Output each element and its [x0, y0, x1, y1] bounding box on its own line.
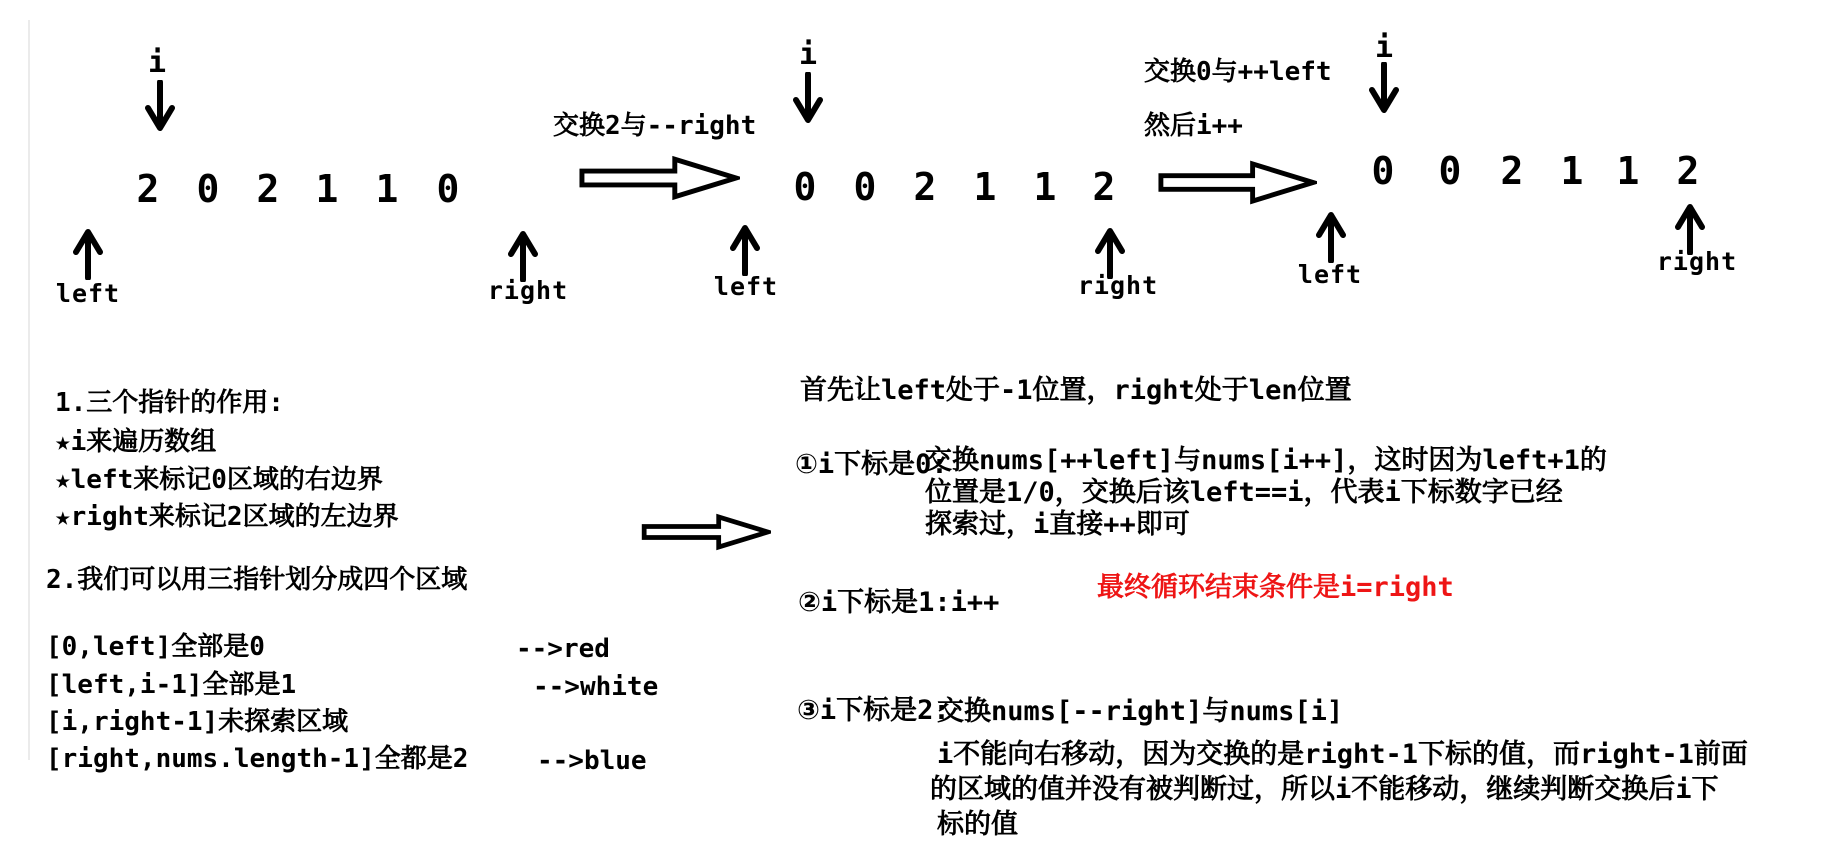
up-arrow-icon: [728, 224, 762, 276]
array-value: 1: [1033, 165, 1057, 209]
case3-line3: 标的值: [937, 809, 1018, 840]
down-arrow-icon: [143, 80, 177, 132]
array-value: 1: [1560, 149, 1584, 193]
right-pointer-label: right: [1077, 271, 1159, 300]
paper-margin-line: [28, 20, 30, 760]
pointer-role-right: ★right来标记2区域的左边界: [55, 502, 399, 532]
down-arrow-icon: [1367, 62, 1401, 114]
swap-annotation-line1: 交换0与++left: [1144, 57, 1332, 87]
array-value: 1: [315, 167, 339, 211]
regions-heading: 2.我们可以用三指针划分成四个区域: [46, 565, 468, 595]
up-arrow-icon: [506, 230, 540, 282]
left-pointer-label: left: [55, 279, 121, 308]
region-zero-range: [0,left]全部是0: [46, 632, 265, 662]
right-block-arrow-icon: [1157, 160, 1317, 205]
array-value: 2: [136, 167, 160, 211]
array-value: 0: [793, 165, 817, 209]
case3-line2: 的区域的值并没有被判断过，所以i不能移动，继续判断交换后i下: [930, 774, 1719, 805]
array-value: 2: [256, 167, 280, 211]
case3-swap: 交换nums[--right]与nums[i]: [937, 696, 1344, 727]
region-one-range: [left,i-1]全部是1: [46, 670, 297, 700]
left-pointer-label: left: [713, 272, 779, 301]
i-pointer-label: i: [1374, 30, 1394, 65]
right-block-arrow-icon: [641, 505, 771, 559]
pointer-roles-heading: 1.三个指针的作用:: [55, 388, 284, 418]
region-two-color: -->blue: [537, 746, 647, 776]
case1-line3: 探索过，i直接++即可: [925, 509, 1190, 540]
case2-label: ②i下标是1:i++: [798, 587, 1000, 618]
array-value: 1: [1616, 149, 1640, 193]
i-pointer-label: i: [798, 37, 818, 72]
region-one-color: -->white: [533, 672, 659, 702]
case3-label: ③i下标是2:: [797, 695, 950, 726]
array-value: 0: [1438, 149, 1462, 193]
array-value: 2: [1092, 165, 1116, 209]
loop-end-condition-note: 最终循环结束条件是i=right: [1097, 572, 1454, 603]
array-value: 1: [973, 165, 997, 209]
swap-annotation-line2: 然后i++: [1144, 111, 1243, 141]
init-positions-note: 首先让left处于-1位置，right处于len位置: [800, 375, 1352, 406]
array-value: 0: [1371, 149, 1395, 193]
down-arrow-icon: [791, 72, 825, 124]
array-value: 2: [1676, 149, 1700, 193]
case1-line2: 位置是1/0，交换后该left==i，代表i下标数字已经: [925, 477, 1563, 508]
region-two-range: [right,nums.length-1]全都是2: [46, 744, 469, 774]
right-pointer-label: right: [487, 276, 569, 305]
case1-label: ①i下标是0:: [795, 449, 948, 480]
region-unexplored-range: [i,right-1]未探索区域: [46, 707, 349, 737]
array-value: 2: [1500, 149, 1524, 193]
pointer-role-i: ★i来遍历数组: [55, 427, 217, 457]
array-value: 2: [913, 165, 937, 209]
swap-annotation: 交换2与--right: [553, 111, 757, 141]
i-pointer-label: i: [147, 45, 167, 80]
up-arrow-icon: [71, 228, 105, 280]
right-pointer-label: right: [1656, 247, 1738, 276]
right-block-arrow-icon: [578, 155, 740, 201]
case1-line1: 交换nums[++left]与nums[i++]，这时因为left+1的: [925, 445, 1607, 476]
pointer-role-left: ★left来标记0区域的右边界: [55, 465, 383, 495]
array-value: 0: [196, 167, 220, 211]
case3-line1: i不能向右移动，因为交换的是right-1下标的值，而right-1前面: [937, 739, 1748, 770]
up-arrow-icon: [1314, 211, 1348, 263]
array-value: 0: [436, 167, 460, 211]
left-pointer-label: left: [1297, 260, 1363, 289]
region-zero-color: -->red: [516, 634, 610, 664]
array-value: 0: [853, 165, 877, 209]
array-value: 1: [375, 167, 399, 211]
